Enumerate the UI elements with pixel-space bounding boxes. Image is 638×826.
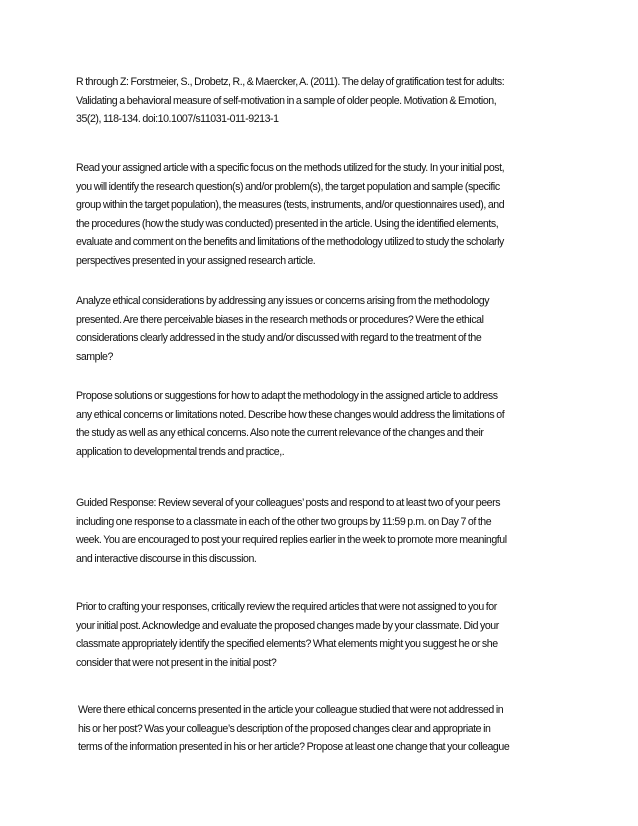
paragraph-line: Were there ethical concerns presented in the article your colleague studied that were not addressed in [78, 704, 504, 716]
paragraph-line: your initial post. Acknowledge and evaluate the proposed changes made by your classmate. Did your [76, 619, 499, 632]
paragraph-line: group within the target population), the measures (tests, instruments, and/or questionnaires used), and [76, 199, 505, 212]
paragraph-line: Prior to crafting your responses, critically review the required articles that were not assigned to you for [76, 601, 497, 613]
paragraph-line: his or her post? Was your colleague’s description of the proposed changes clear and appropriate in [78, 722, 491, 735]
paragraph-line: R through Z: Forstmeier, S., Drobetz, R., & Maercker, A. (2011). The delay of gratification test for adults: [76, 76, 505, 88]
ethical-questions-paragraph [78, 701, 568, 757]
paragraph-line: classmate appropriately identify the specified elements? What elements might you suggest he or she [76, 638, 498, 651]
paragraph-line: you will identify the research question(s) and/or problem(s), the target population and sample (specific [76, 180, 500, 193]
ethical-analysis-paragraph [76, 292, 566, 366]
paragraph-line: Analyze ethical considerations by addressing any issues or concerns arising from the methodology [76, 295, 490, 307]
paragraph-line: evaluate and comment on the benefits and limitations of the methodology utilized to study the scholarly [76, 236, 504, 249]
paragraph-line: 35(2), 118-134. doi:10.1007/s11031-011-9213-1 [76, 113, 279, 126]
paragraph-line: Validating a behavioral measure of self-motivation in a sample of older people. Motivation & Emotion, [76, 94, 497, 107]
paragraph-line: Read your assigned article with a specific focus on the methods utilized for the study. In your initial post, [76, 162, 505, 174]
paragraph-line: including one response to a classmate in each of the other two groups by 11:59 p.m. on Day 7 of the [76, 515, 492, 528]
paragraph-line: and interactive discourse in this discussion. [76, 552, 257, 565]
paragraph-line: considerations clearly addressed in the study and/or discussed with regard to the treatment of the [76, 332, 482, 345]
paragraph-line: the procedures (how the study was conducted) presented in the article. Using the identified elements, [76, 217, 499, 230]
paragraph-line: presented. Are there perceivable biases in the research methods or procedures? Were the ethical [76, 313, 484, 326]
paragraph-line: the study as well as any ethical concerns. Also note the current relevance of the changes and their [76, 427, 484, 440]
paragraph-line: week. You are encouraged to post your required replies earlier in the week to promote more meaningful [76, 534, 507, 547]
citation-paragraph [76, 73, 566, 129]
paragraph-line: any ethical concerns or limitations noted. Describe how these changes would address the limitations of [76, 408, 505, 421]
proposal-paragraph [76, 387, 566, 461]
paragraph-line: sample? [76, 350, 113, 363]
paragraph-line: application to developmental trends and practice,. [76, 445, 285, 458]
paragraph-line: perspectives presented in your assigned research article. [76, 254, 316, 267]
paragraph-line: terms of the information presented in his or her article? Propose at least one change that your colleague [78, 741, 510, 754]
paragraph-line: Propose solutions or suggestions for how to adapt the methodology in the assigned article to address [76, 390, 498, 402]
paragraph-line: Guided Response: Review several of your colleagues’ posts and respond to at least two of your peers [76, 497, 501, 509]
review-paragraph [76, 598, 566, 672]
paragraph-line: consider that were not present in the initial post? [76, 656, 277, 669]
instructions-paragraph [76, 159, 566, 271]
guided-response-paragraph [76, 494, 566, 568]
